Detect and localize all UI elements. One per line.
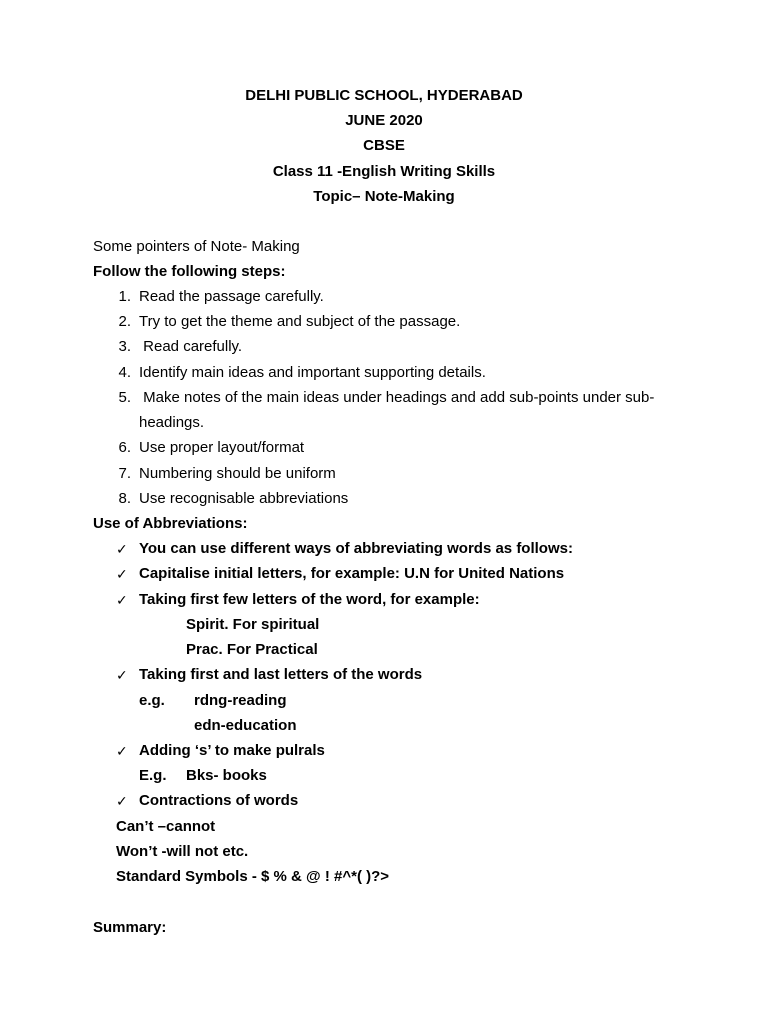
intro-text: Some pointers of Note- Making xyxy=(93,238,300,255)
list-text: Make notes of the main ideas under headings and add sub-points under sub- xyxy=(139,389,655,406)
checklist-item xyxy=(0,540,768,558)
list-text: Use recognisable abbreviations xyxy=(139,490,349,507)
list-item xyxy=(0,465,768,483)
checkmark-icon: ✓ xyxy=(116,667,128,683)
example-text: Bks- books xyxy=(186,767,267,784)
checklist-text: Taking first and last letters of the words xyxy=(139,666,423,683)
board-name: CBSE xyxy=(363,137,405,155)
example-label: e.g. xyxy=(139,692,165,709)
checklist-text: Capitalise initial letters, for example: U.N for United Nations xyxy=(139,565,565,582)
topic-title: Topic– Note-Making xyxy=(313,187,455,205)
list-item xyxy=(0,389,768,407)
summary-heading: Summary: xyxy=(93,919,167,936)
checkmark-icon: ✓ xyxy=(116,541,128,557)
list-number: 1. xyxy=(118,288,131,305)
contraction-example: Won’t -will not etc. xyxy=(116,843,249,860)
list-text: Read the passage carefully. xyxy=(139,288,324,305)
abbreviations-heading: Use of Abbreviations: xyxy=(93,515,248,532)
list-number: 2. xyxy=(118,313,131,330)
list-number: 6. xyxy=(118,439,131,456)
example-label: E.g. xyxy=(139,767,167,784)
list-number: 4. xyxy=(118,364,131,381)
list-number: 3. xyxy=(118,338,131,355)
checklist-item xyxy=(0,742,768,760)
checklist-item xyxy=(0,565,768,583)
list-item xyxy=(0,439,768,457)
list-item xyxy=(0,338,768,356)
list-item xyxy=(0,313,768,331)
checklist-text: Adding ‘s’ to make pulrals xyxy=(139,742,325,759)
list-text: Try to get the theme and subject of the passage. xyxy=(139,313,461,330)
checklist-text: Taking first few letters of the word, for example: xyxy=(139,591,480,608)
checkmark-icon: ✓ xyxy=(116,793,128,809)
list-number: 7. xyxy=(118,465,131,482)
example-text: rdng-reading xyxy=(194,692,287,709)
list-number: 5. xyxy=(118,389,131,406)
list-text: headings. xyxy=(139,414,205,431)
list-item-continuation xyxy=(0,414,768,432)
document-date: JUNE 2020 xyxy=(345,112,423,130)
checklist-text: Contractions of words xyxy=(139,792,299,809)
school-name: DELHI PUBLIC SCHOOL, HYDERABAD xyxy=(245,87,523,104)
checkmark-icon: ✓ xyxy=(116,592,128,608)
list-text: Identify main ideas and important supporting details. xyxy=(139,364,486,381)
list-text: Use proper layout/format xyxy=(139,439,305,456)
contraction-example: Can’t –cannot xyxy=(116,818,216,835)
document-header xyxy=(0,87,768,213)
checkmark-icon: ✓ xyxy=(116,743,128,759)
list-text: Read carefully. xyxy=(139,338,243,355)
list-number: 8. xyxy=(118,490,131,507)
example-text: Spirit. For spiritual xyxy=(186,616,320,633)
subject-title: Class 11 -English Writing Skills xyxy=(272,162,496,180)
checklist-item xyxy=(0,792,768,810)
checklist-item xyxy=(0,591,768,609)
example-text: Prac. For Practical xyxy=(186,641,318,658)
list-text: Numbering should be uniform xyxy=(139,465,336,482)
steps-heading: Follow the following steps: xyxy=(93,263,286,280)
list-item xyxy=(0,288,768,306)
list-item xyxy=(0,490,768,508)
example-text: edn-education xyxy=(194,717,297,734)
checklist-text: You can use different ways of abbreviating words as follows: xyxy=(139,540,573,557)
list-item xyxy=(0,364,768,382)
checklist-item xyxy=(0,666,768,684)
standard-symbols: Standard Symbols - $ % & @ ! #^*( )?> xyxy=(116,868,390,885)
checkmark-icon: ✓ xyxy=(116,566,128,582)
